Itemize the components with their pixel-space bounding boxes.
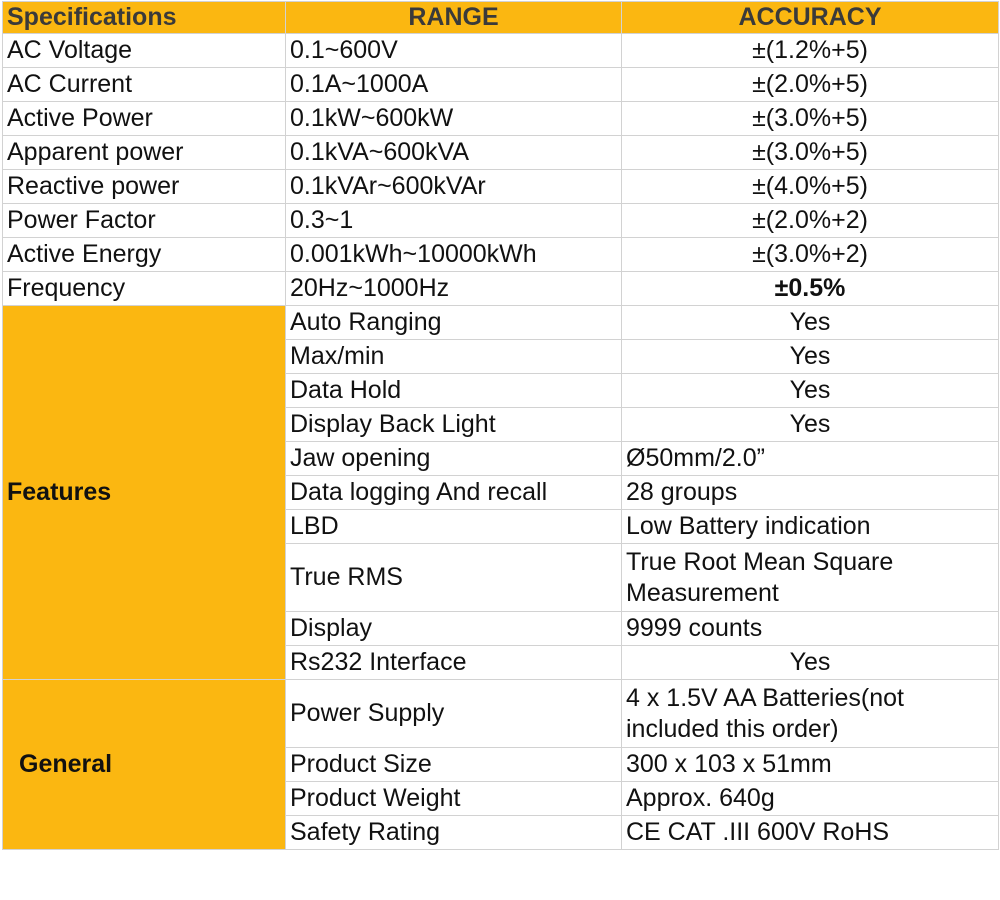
general-value: 4 x 1.5V AA Batteries(not included this order) xyxy=(622,680,999,748)
measurement-range: 0.1kW~600kW xyxy=(286,102,622,136)
measurement-range: 0.1kVA~600kVA xyxy=(286,136,622,170)
general-name: Product Weight xyxy=(286,782,622,816)
header-accuracy: ACCURACY xyxy=(622,2,999,34)
feature-value: Ø50mm/2.0” xyxy=(622,442,999,476)
feature-value: Yes xyxy=(622,646,999,680)
feature-name: Display xyxy=(286,612,622,646)
measurement-accuracy: ±(3.0%+5) xyxy=(622,136,999,170)
measurement-name: Apparent power xyxy=(3,136,286,170)
general-value: CE CAT .III 600V RoHS xyxy=(622,816,999,850)
table-row xyxy=(3,306,999,340)
measurement-name: Active Power xyxy=(3,102,286,136)
measurement-accuracy: ±(2.0%+5) xyxy=(622,68,999,102)
general-name: Safety Rating xyxy=(286,816,622,850)
feature-value: Low Battery indication xyxy=(622,510,999,544)
measurement-range: 0.3~1 xyxy=(286,204,622,238)
features-category-label: Features xyxy=(3,306,286,680)
measurement-accuracy: ±(3.0%+2) xyxy=(622,238,999,272)
measurement-name: Active Energy xyxy=(3,238,286,272)
measurement-accuracy: ±0.5% xyxy=(622,272,999,306)
measurement-range: 0.1kVAr~600kVAr xyxy=(286,170,622,204)
feature-name: Max/min xyxy=(286,340,622,374)
measurement-range: 0.001kWh~10000kWh xyxy=(286,238,622,272)
feature-value: Yes xyxy=(622,374,999,408)
feature-value: 28 groups xyxy=(622,476,999,510)
measurement-name: Power Factor xyxy=(3,204,286,238)
measurement-accuracy: ±(3.0%+5) xyxy=(622,102,999,136)
measurement-accuracy: ±(4.0%+5) xyxy=(622,170,999,204)
general-name: Product Size xyxy=(286,748,622,782)
specifications-table xyxy=(2,1,999,850)
general-name: Power Supply xyxy=(286,680,622,748)
header-range: RANGE xyxy=(286,2,622,34)
table-row xyxy=(3,136,999,170)
feature-name: Rs232 Interface xyxy=(286,646,622,680)
table-row xyxy=(3,204,999,238)
feature-name: Data logging And recall xyxy=(286,476,622,510)
feature-name: Auto Ranging xyxy=(286,306,622,340)
measurement-range: 0.1~600V xyxy=(286,34,622,68)
feature-name: True RMS xyxy=(286,544,622,612)
measurement-range: 20Hz~1000Hz xyxy=(286,272,622,306)
table-row xyxy=(3,680,999,748)
feature-value: Yes xyxy=(622,408,999,442)
table-header-row xyxy=(3,2,999,34)
feature-value: True Root Mean Square Measurement xyxy=(622,544,999,612)
general-value: Approx. 640g xyxy=(622,782,999,816)
table-row xyxy=(3,68,999,102)
table-row xyxy=(3,34,999,68)
feature-value: Yes xyxy=(622,306,999,340)
measurement-name: AC Current xyxy=(3,68,286,102)
header-specifications: Specifications xyxy=(3,2,286,34)
table-row xyxy=(3,238,999,272)
feature-name: LBD xyxy=(286,510,622,544)
feature-name: Jaw opening xyxy=(286,442,622,476)
feature-value: Yes xyxy=(622,340,999,374)
measurement-name: Reactive power xyxy=(3,170,286,204)
general-value: 300 x 103 x 51mm xyxy=(622,748,999,782)
table-row xyxy=(3,170,999,204)
measurement-accuracy: ±(1.2%+5) xyxy=(622,34,999,68)
table-row xyxy=(3,102,999,136)
measurement-name: Frequency xyxy=(3,272,286,306)
feature-name: Display Back Light xyxy=(286,408,622,442)
general-category-label: General xyxy=(3,680,286,850)
measurement-range: 0.1A~1000A xyxy=(286,68,622,102)
measurement-name: AC Voltage xyxy=(3,34,286,68)
measurement-accuracy: ±(2.0%+2) xyxy=(622,204,999,238)
feature-value: 9999 counts xyxy=(622,612,999,646)
feature-name: Data Hold xyxy=(286,374,622,408)
table-row xyxy=(3,272,999,306)
